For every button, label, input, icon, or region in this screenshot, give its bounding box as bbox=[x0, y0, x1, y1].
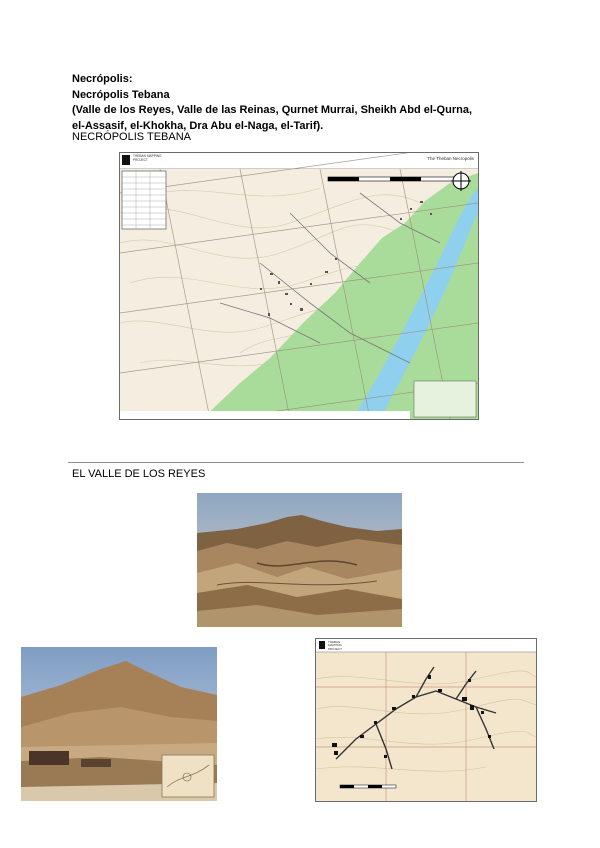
heading-line-4: el-Assasif, el-Khokha, Dra Abu el-Naga, el-Tarif). bbox=[72, 119, 324, 132]
heading-line-1: Necrópolis: bbox=[72, 73, 133, 85]
necropolis-map-graphic bbox=[120, 153, 478, 419]
theban-necropolis-map bbox=[119, 152, 479, 420]
heading-line-2: Necrópolis Tebana bbox=[72, 88, 170, 101]
project-logo-icon bbox=[319, 641, 325, 649]
section-title-necropolis: NECRÓPOLIS TEBANA bbox=[72, 131, 191, 143]
project-logo-icon bbox=[122, 155, 130, 165]
map1-title: The Theban Necropolis bbox=[427, 156, 474, 161]
map1-logo-text: THEBAN MAPPING PROJECT bbox=[133, 154, 162, 162]
heading-line-3: (Valle de los Reyes, Valle de las Reinas, Qurnet Murrai, Sheikh Abd el-Qurna, bbox=[72, 104, 473, 116]
map2-logo-text: THEBAN MAPPING PROJECT bbox=[328, 640, 343, 651]
valley-kings-map bbox=[315, 638, 537, 802]
el-qurn-peak-photo bbox=[21, 647, 217, 801]
valley-map-graphic bbox=[316, 639, 536, 801]
compass-rose-icon bbox=[451, 171, 471, 191]
document-heading bbox=[72, 72, 542, 134]
section-divider bbox=[68, 462, 524, 463]
section-title-valley-kings: EL VALLE DE LOS REYES bbox=[72, 468, 206, 480]
valley-panorama-photo bbox=[197, 493, 402, 627]
